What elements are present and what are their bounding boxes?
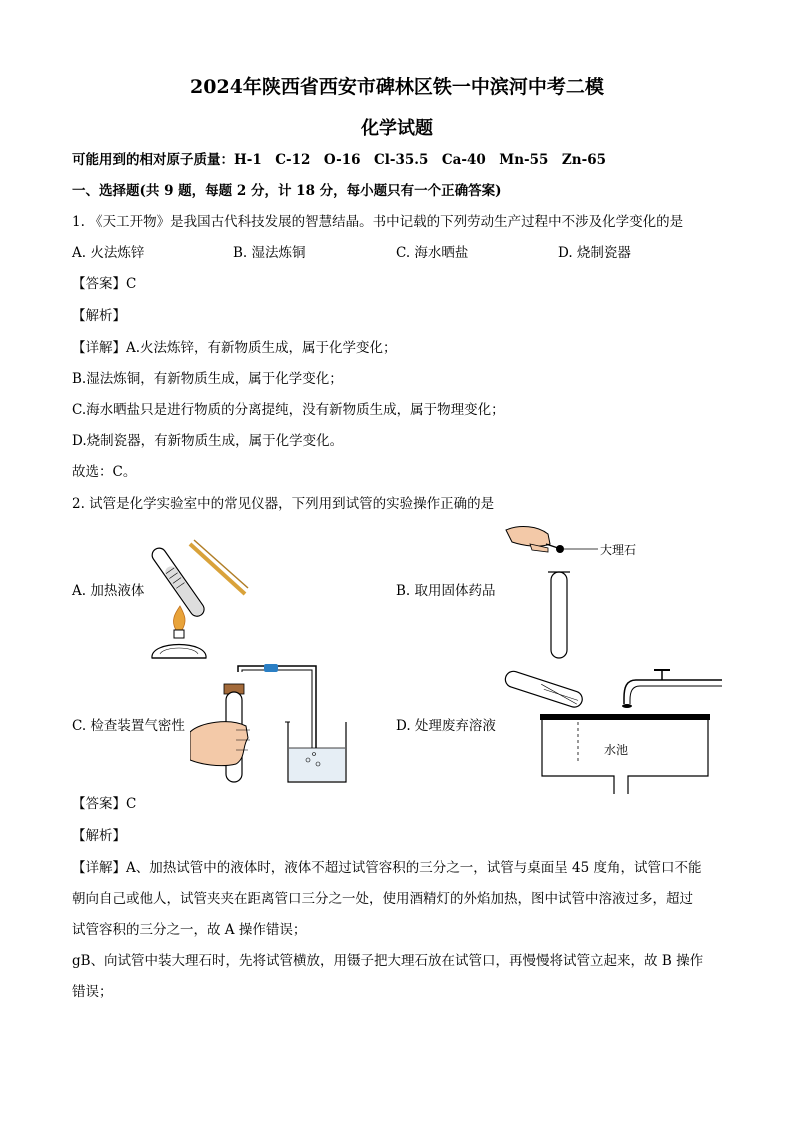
q1-option-a: A. 火法炼锌	[72, 245, 145, 261]
q2-option-b: B. 取用固体药品	[396, 583, 496, 599]
marble-label: 大理石	[600, 543, 637, 557]
q2-option-c: C. 检查装置气密性	[72, 718, 185, 734]
q1-option-c: C. 海水晒盐	[396, 245, 469, 261]
figure-airtightness	[190, 664, 370, 786]
figure-solid-reagent	[500, 522, 660, 662]
q2-answer: 【答案】C	[72, 796, 137, 812]
q2-detail-3: 试管容积的三分之一，故 A 操作错误；	[72, 922, 307, 938]
q1-detail-4: D.烧制瓷器，有新物质生成，属于化学变化。	[72, 433, 344, 449]
page-subtitle: 化学试题	[361, 118, 433, 139]
q2-detail-4: gB、向试管中装大理石时，先将试管横放，用镊子把大理石放在试管口，再慢慢将试管立起来，故 B 操作	[72, 953, 704, 969]
q1-answer: 【答案】C	[72, 276, 137, 292]
q2-detail-2: 朝向自己或他人，试管夹夹在距离管口三分之一处，使用酒精灯的外焰加热，图中试管中溶液过多，超过	[72, 891, 693, 907]
q2-analysis-label: 【解析】	[72, 828, 126, 844]
q1-analysis-label: 【解析】	[72, 308, 126, 324]
atomic-masses: 可能用到的相对原子质量：H-1 C-12 O-16 Cl-35.5 Ca-40 Mn-55 Zn-65	[72, 152, 606, 168]
q1-detail-3: C.海水晒盐只是进行物质的分离提纯，没有新物质生成，属于物理变化；	[72, 402, 505, 418]
q2-stem: 2. 试管是化学实验室中的常见仪器，下列用到试管的实验操作正确的是	[72, 496, 495, 512]
q1-option-d: D. 烧制瓷器	[558, 245, 631, 261]
sink-label: 水池	[604, 743, 629, 757]
q1-stem: 1. 《天工开物》是我国古代科技发展的智慧结晶。书中记载的下列劳动生产过程中不涉及化学变化的是	[72, 214, 684, 230]
q2-detail-5: 错误；	[72, 984, 113, 1000]
q1-detail-1: 【详解】A.火法炼锌，有新物质生成，属于化学变化；	[72, 340, 397, 356]
q1-detail-2: B.湿法炼铜，有新物质生成，属于化学变化；	[72, 371, 343, 387]
figure-waste-solution	[500, 664, 722, 794]
q1-conclusion: 故选：C。	[72, 464, 137, 480]
page-title: 2024年陕西省西安市碑林区铁一中滨河中考二模	[190, 76, 604, 98]
q2-option-d: D. 处理废弃溶液	[396, 718, 496, 734]
figure-heating-liquid	[140, 532, 250, 672]
section-title: 一、选择题(共 9 题，每题 2 分，计 18 分，每小题只有一个正确答案)	[72, 183, 502, 199]
q2-detail-1: 【详解】A、加热试管中的液体时，液体不超过试管容积的三分之一，试管与桌面呈 45 度角，试管口不能	[72, 860, 702, 876]
q1-option-b: B. 湿法炼铜	[233, 245, 306, 261]
q2-option-a: A. 加热液体	[72, 583, 145, 599]
